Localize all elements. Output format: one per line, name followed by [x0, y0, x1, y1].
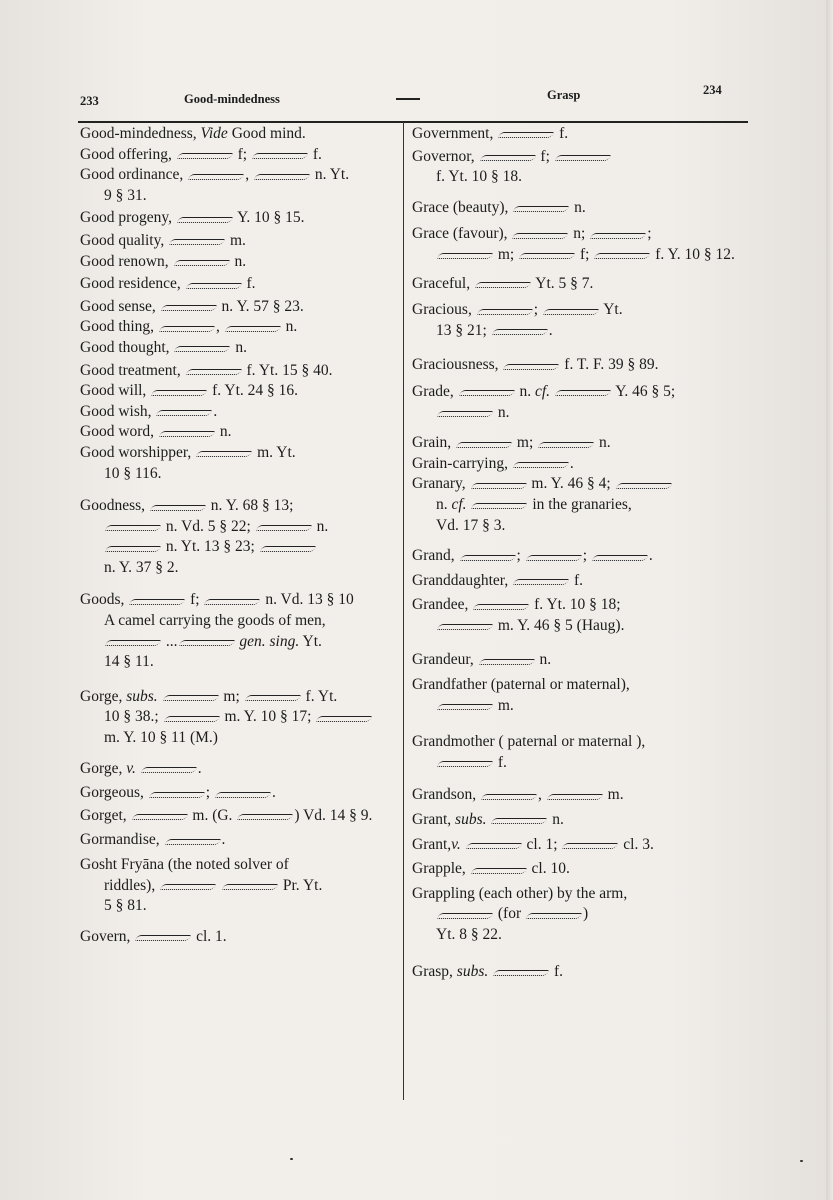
avestan-script-word	[504, 361, 558, 371]
entry-headword-line: Grandmother ( paternal or maternal ),	[412, 733, 646, 751]
avestan-script-word	[513, 230, 567, 240]
dictionary-entry	[412, 474, 740, 536]
dictionary-entry	[80, 443, 398, 484]
dictionary-entry	[412, 124, 740, 145]
entry-continuation-line: Yt. 8 § 22.	[436, 926, 502, 943]
avestan-script-word	[438, 250, 492, 260]
entry-headword-line: Grappling (each other) by the arm,	[412, 884, 628, 902]
italic-note: subs.	[126, 687, 158, 705]
dictionary-entry	[412, 224, 740, 265]
avestan-script-word	[472, 865, 526, 875]
entry-headword-line: Grandeur, n.	[412, 651, 552, 669]
entry-continuation-line: n.	[412, 403, 740, 424]
avestan-script-word	[175, 343, 229, 353]
dictionary-entry	[412, 147, 740, 188]
entry-continuation-line: 5 § 81.	[104, 897, 147, 915]
dictionary-entry	[80, 402, 398, 423]
avestan-script-word	[187, 280, 241, 290]
dictionary-entry	[412, 595, 740, 636]
avestan-script-word	[106, 522, 160, 532]
avestan-script-word	[180, 637, 234, 647]
header-dash	[396, 98, 420, 100]
left-column	[80, 124, 398, 947]
italic-note: v.	[451, 835, 461, 853]
entry-headword-line: Good renown, n.	[80, 252, 247, 270]
entry-headword-line: Graciousness, f. T. F. 39 § 89.	[412, 356, 659, 374]
avestan-script-word	[175, 257, 229, 267]
dictionary-entry	[412, 198, 740, 219]
dictionary-entry	[80, 806, 398, 827]
dictionary-entry	[80, 927, 398, 948]
italic-note: subs.	[455, 811, 487, 829]
avestan-script-word	[478, 306, 532, 316]
entry-continuation-line: m. Y. 46 § 5 (Haug).	[412, 616, 740, 637]
entry-headword-line: Grandson, , m.	[412, 786, 624, 804]
avestan-script-word	[151, 502, 205, 512]
dictionary-entry	[80, 687, 398, 749]
dictionary-entry	[80, 783, 398, 804]
dictionary-entry	[412, 859, 740, 880]
dictionary-entry	[80, 422, 398, 443]
avestan-script-word	[223, 881, 277, 891]
avestan-script-word	[556, 387, 610, 397]
avestan-script-word	[595, 250, 649, 260]
avestan-script-word	[438, 621, 492, 631]
avestan-script-word	[189, 171, 243, 181]
entry-continuation-line: n. Vd. 5 § 22; n.	[80, 517, 398, 538]
dictionary-entry	[80, 297, 398, 318]
avestan-script-word	[472, 480, 526, 490]
dictionary-entry	[80, 231, 398, 252]
dictionary-entry	[80, 361, 398, 382]
avestan-script-word	[457, 439, 511, 449]
print-speck	[290, 1158, 293, 1160]
entry-headword-line: Good ordinance, , n. Yt.	[80, 166, 350, 184]
entry-continuation-line: riddles), Pr. Yt.	[104, 876, 323, 894]
entry-headword-line: Gorgeous, ; .	[80, 784, 276, 802]
avestan-script-word	[136, 932, 190, 942]
entry-headword-line: Gorge, subs. m; f. Yt.	[80, 687, 338, 705]
italic-note: cf.	[451, 495, 467, 513]
italic-note: cf.	[535, 382, 551, 400]
avestan-script-word	[527, 910, 581, 920]
entry-continuation-line: Vd. 17 § 3.	[436, 516, 506, 534]
avestan-script-word	[187, 366, 241, 376]
dictionary-entry	[412, 835, 740, 856]
avestan-script-word	[514, 576, 568, 586]
avestan-script-word	[170, 236, 224, 246]
avestan-script-word	[494, 967, 548, 977]
entry-headword-line: Good-mindedness, Vide Good mind.	[80, 125, 306, 142]
avestan-script-word	[257, 522, 311, 532]
entry-headword-line: Good offering, f; f.	[80, 145, 322, 163]
entry-headword-line: Graceful, Yt. 5 § 7.	[412, 274, 594, 292]
dictionary-entry	[412, 732, 740, 773]
avestan-script-word	[548, 791, 602, 801]
italic-note: Vide	[200, 125, 228, 142]
entry-headword-line: Gosht Fryāna (the noted solver of	[80, 856, 289, 873]
dictionary-entry	[80, 165, 398, 206]
dictionary-entry	[412, 355, 740, 376]
dictionary-entry	[80, 208, 398, 229]
entry-headword-line: Grade, n. cf. Y. 46 § 5;	[412, 382, 676, 400]
entry-headword-line: Granddaughter, f.	[412, 571, 584, 589]
avestan-script-word	[133, 811, 187, 821]
dictionary-entry	[80, 855, 398, 917]
avestan-script-word	[255, 171, 309, 181]
dictionary-entry	[412, 571, 740, 592]
entry-continuation-line: n. Y. 37 § 2.	[104, 558, 179, 576]
dictionary-entry	[80, 338, 398, 359]
avestan-script-word	[556, 152, 610, 162]
entry-continuation-line: m; f; f. Y. 10 § 12.	[412, 245, 740, 266]
dictionary-entry	[412, 675, 740, 716]
dictionary-entry	[412, 300, 740, 341]
column-divider	[403, 122, 404, 1100]
avestan-script-word	[106, 543, 160, 553]
avestan-script-word	[106, 637, 160, 647]
avestan-script-word	[492, 815, 546, 825]
entry-headword-line: Grandfather (paternal or maternal),	[412, 676, 630, 694]
entry-headword-line: Gorget, m. (G. ) Vd. 14 § 9.	[80, 806, 373, 824]
italic-note: subs.	[456, 962, 489, 980]
entry-continuation-line: n. Yt. 13 § 23;	[80, 537, 398, 558]
entry-headword-line: Grapple, cl. 10.	[412, 860, 570, 878]
dictionary-entry	[412, 454, 740, 475]
entry-headword-line: Gorge, v. .	[80, 759, 202, 777]
entry-headword-line: Government, f.	[412, 125, 569, 142]
entry-continuation-line: (for )	[412, 904, 740, 925]
entry-headword-line: Grandee, f. Yt. 10 § 18;	[412, 596, 621, 614]
entry-continuation-line: m. Y. 10 § 11 (M.)	[104, 729, 218, 747]
entry-headword-line: Grasp, subs. f.	[412, 962, 564, 980]
dictionary-entry	[80, 252, 398, 273]
entry-continuation-line: m.	[412, 696, 740, 717]
dictionary-entry	[80, 590, 398, 672]
entry-headword-line: Gormandise, .	[80, 831, 226, 849]
entry-headword-line: Goodness, n. Y. 68 § 13;	[80, 497, 294, 515]
avestan-script-word	[480, 656, 534, 666]
entry-headword-line: Good thing, , n.	[80, 318, 298, 336]
entry-headword-line: Good thought, n.	[80, 338, 247, 356]
avestan-script-word	[178, 214, 232, 224]
entry-headword-line: Good sense, n. Y. 57 § 23.	[80, 297, 304, 315]
entry-continuation-line: n. cf. in the granaries,	[436, 495, 632, 513]
avestan-script-word	[142, 764, 196, 774]
avestan-script-word	[438, 910, 492, 920]
dictionary-entry	[412, 962, 740, 983]
left-page-number: 233	[80, 94, 99, 108]
avestan-script-word	[178, 150, 232, 160]
dictionary-entry	[80, 759, 398, 780]
dictionary-entry	[80, 830, 398, 851]
dictionary-entry	[412, 274, 740, 295]
print-speck	[800, 1160, 803, 1162]
entry-continuation-line: 14 § 11.	[104, 653, 154, 671]
avestan-script-word	[166, 836, 220, 846]
avestan-script-word	[130, 596, 184, 606]
entry-headword-line: Grain, m; n.	[412, 434, 611, 452]
avestan-script-word	[474, 601, 528, 611]
entry-headword-line: Grand, ; ; .	[412, 547, 653, 565]
avestan-script-word	[617, 480, 671, 490]
avestan-script-word	[152, 387, 206, 397]
entry-continuation-line: 9 § 31.	[104, 186, 147, 204]
avestan-script-word	[593, 552, 647, 562]
dictionary-entry	[412, 785, 740, 806]
avestan-script-word	[261, 543, 315, 553]
dictionary-entry	[412, 433, 740, 454]
avestan-script-word	[514, 203, 568, 213]
entry-continuation-line: f. Yt. 10 § 18.	[436, 168, 522, 186]
avestan-script-word	[205, 596, 259, 606]
dictionary-entry	[412, 546, 740, 567]
entry-headword-line: Good treatment, f. Yt. 15 § 40.	[80, 361, 333, 379]
dictionary-entry	[80, 274, 398, 295]
avestan-script-word	[461, 552, 515, 562]
avestan-script-word	[197, 448, 251, 458]
entry-headword-line: Grant,v. cl. 1; cl. 3.	[412, 835, 654, 853]
dictionary-entry	[412, 884, 740, 946]
header-rule	[78, 121, 748, 123]
avestan-script-word	[499, 129, 553, 139]
avestan-script-word	[481, 152, 535, 162]
italic-note: gen. sing.	[239, 632, 300, 650]
entry-headword-line: Grant, subs. n.	[412, 811, 564, 829]
right-page-number: 234	[703, 83, 722, 97]
avestan-script-word	[216, 789, 270, 799]
avestan-script-word	[162, 302, 216, 312]
avestan-script-word	[253, 150, 307, 160]
avestan-script-word	[438, 408, 492, 418]
entry-continuation-line: f.	[412, 753, 740, 774]
dictionary-entry	[412, 382, 740, 423]
avestan-script-word	[472, 500, 526, 510]
avestan-script-word	[563, 840, 617, 850]
dictionary-entry	[80, 145, 398, 166]
entry-headword-line: Grace (favour), n; ;	[412, 225, 652, 243]
entry-continuation-line: ... gen. sing. Yt.	[80, 632, 398, 653]
page-header	[0, 80, 833, 110]
avestan-script-word	[591, 230, 645, 240]
entry-continuation-line: 13 § 21; .	[436, 321, 553, 339]
left-guide-word: Good-mindedness	[184, 92, 280, 106]
entry-headword-line: Good word, n.	[80, 423, 232, 441]
avestan-script-word	[165, 713, 219, 723]
avestan-script-word	[460, 387, 514, 397]
avestan-script-word	[238, 811, 292, 821]
entry-headword-line: Granary, m. Y. 46 § 4;	[412, 474, 740, 495]
dictionary-entry	[412, 810, 740, 831]
italic-note: v.	[126, 759, 136, 777]
avestan-script-word	[520, 250, 574, 260]
entry-headword-line: Good residence, f.	[80, 275, 256, 293]
avestan-script-word	[150, 789, 204, 799]
avestan-script-word	[160, 428, 214, 438]
avestan-script-word	[438, 701, 492, 711]
avestan-script-word	[317, 713, 371, 723]
entry-headword-line: Good worshipper, m. Yt.	[80, 443, 296, 461]
entry-headword-line: Good wish, .	[80, 402, 218, 420]
avestan-script-word	[482, 791, 536, 801]
entry-continuation-line: 10 § 116.	[104, 464, 162, 482]
dictionary-entry	[412, 650, 740, 671]
avestan-script-word	[467, 840, 521, 850]
avestan-script-word	[226, 323, 280, 333]
dictionary-entry	[80, 124, 398, 145]
avestan-script-word	[514, 459, 568, 469]
avestan-script-word	[438, 758, 492, 768]
avestan-script-word	[157, 407, 211, 417]
dictionary-entry	[80, 381, 398, 402]
entry-headword-line: Goods, f; n. Vd. 13 § 10	[80, 591, 354, 609]
right-column	[412, 124, 740, 982]
avestan-script-word	[544, 306, 598, 316]
entry-headword-line: Good progeny, Y. 10 § 15.	[80, 209, 305, 227]
entry-headword-line: Grace (beauty), n.	[412, 198, 586, 216]
entry-headword-line: Gracious, ; Yt.	[412, 301, 623, 319]
avestan-script-word	[164, 692, 218, 702]
right-guide-word: Grasp	[547, 88, 581, 102]
avestan-script-word	[476, 279, 530, 289]
entry-headword-line: Govern, cl. 1.	[80, 927, 227, 945]
dictionary-entry	[80, 496, 398, 578]
entry-continuation-line: A camel carrying the goods of men,	[104, 612, 326, 630]
page-edge	[826, 0, 833, 1200]
avestan-script-word	[161, 881, 215, 891]
dictionary-entry	[80, 317, 398, 338]
entry-headword-line: Good quality, m.	[80, 231, 246, 249]
entry-headword-line: Governor, f;	[412, 147, 740, 168]
entry-headword-line: Good will, f. Yt. 24 § 16.	[80, 382, 299, 400]
entry-headword-line: Grain-carrying, .	[412, 454, 574, 472]
avestan-script-word	[160, 323, 214, 333]
avestan-script-word	[493, 326, 547, 336]
avestan-script-word	[539, 439, 593, 449]
avestan-script-word	[246, 692, 300, 702]
entry-continuation-line: 10 § 38.; m. Y. 10 § 17;	[80, 707, 398, 728]
avestan-script-word	[527, 552, 581, 562]
